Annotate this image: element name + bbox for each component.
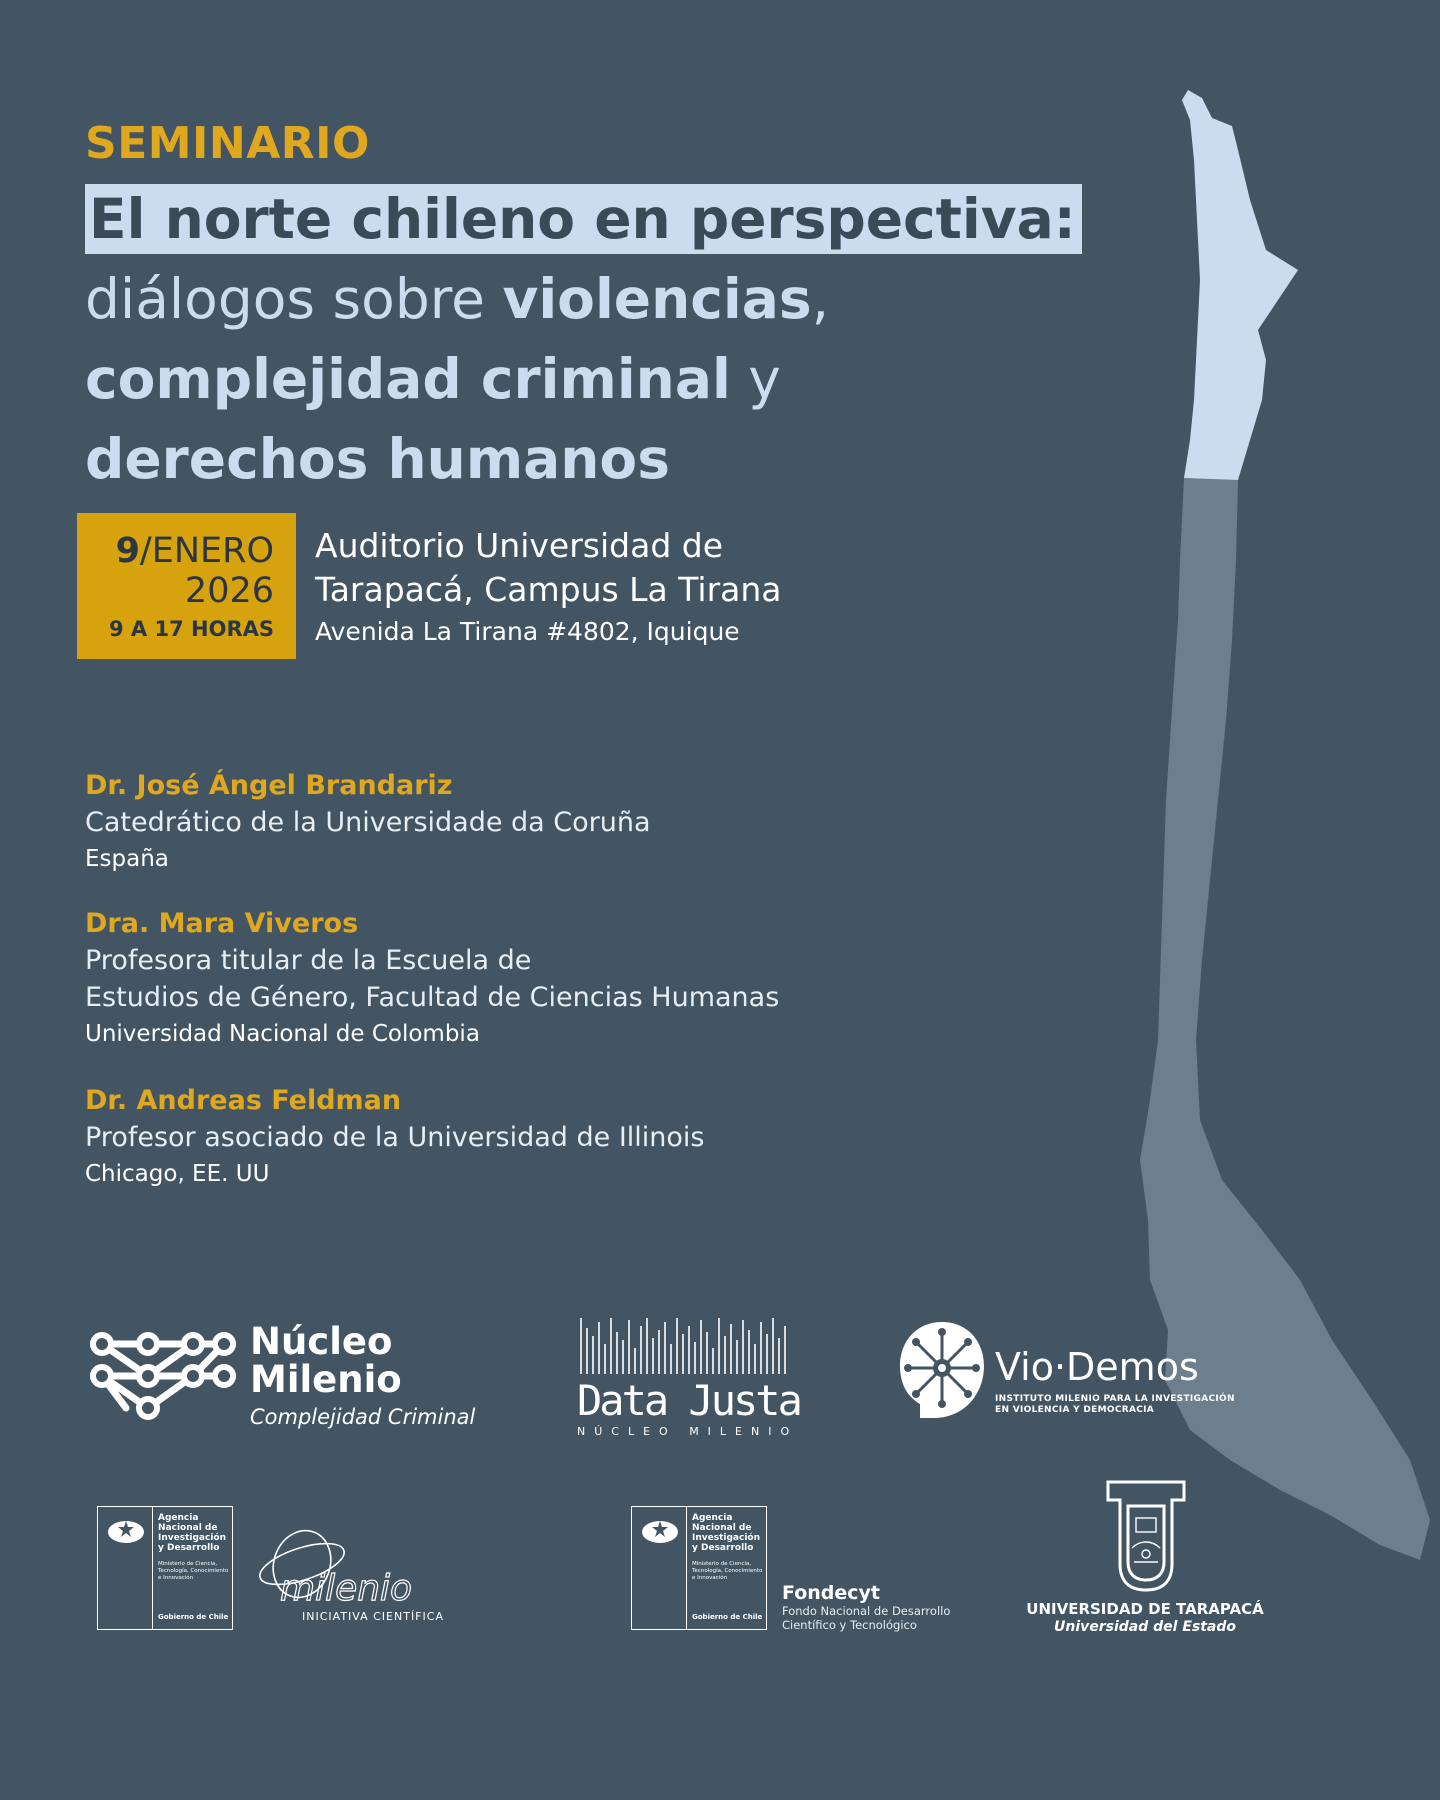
anid-logo-1 [97, 1506, 233, 1630]
nucleo-milenio-line2: Milenio [250, 1358, 402, 1401]
nucleo-milenio-subtitle: Complejidad Criminal [250, 1405, 476, 1429]
sunburst-icon [898, 1318, 986, 1422]
anid-name: Agencia Nacional de Investigación y Desarrollo [692, 1513, 760, 1553]
anid-divider [152, 1507, 153, 1629]
anid-logo-2 [631, 1506, 767, 1630]
speaker-role: Catedrático de la Universidade da Coruña [85, 807, 651, 838]
network-nodes-icon [88, 1324, 238, 1428]
title-highlight: El norte chileno en perspectiva: [85, 184, 1082, 254]
title-line-4-bold: derechos humanos [85, 427, 670, 491]
viodemos-subtitle-line2: EN VIOLENCIA Y DEMOCRACIA [995, 1405, 1155, 1415]
uta-tagline: Universidad del Estado [1053, 1619, 1237, 1635]
title-line-3 [85, 344, 781, 414]
speaker-org: Universidad Nacional de Colombia [85, 1021, 480, 1047]
date-hours: 9 A 17 HORAS [109, 617, 274, 641]
title-line-3-regular: y [730, 347, 781, 411]
chile-coat-of-arms-icon [106, 1515, 146, 1545]
title-line-3-bold: complejidad criminal [85, 347, 731, 411]
title-line-2-regular: diálogos sobre [85, 267, 503, 331]
uta-name: UNIVERSIDAD DE TARAPACÁ [1026, 1600, 1264, 1618]
chile-coat-of-arms-icon [640, 1515, 680, 1545]
anid-government: Gobierno de Chile [692, 1613, 763, 1621]
university-shield-icon [1104, 1478, 1188, 1594]
speaker-name: Dr. José Ángel Brandariz [85, 770, 453, 801]
milenio-wordmark: milenio [280, 1568, 413, 1609]
data-justa-title: Data Justa [577, 1376, 800, 1425]
anid-name: Agencia Nacional de Investigación y Desarrollo [158, 1513, 226, 1553]
viodemos-subtitle [995, 1394, 1235, 1416]
speaker-org: España [85, 846, 169, 872]
venue-address: Avenida La Tirana #4802, Iquique [315, 617, 740, 646]
speaker-role: Profesor asociado de la Universidad de Illinois [85, 1122, 705, 1153]
data-justa-subtitle: NÚCLEO MILENIO [577, 1425, 799, 1438]
fondecyt-title: Fondecyt [782, 1582, 881, 1604]
date-day-month [77, 531, 274, 571]
anid-ministry: Ministerio de Ciencia, Tecnología, Conocimiento e Innovación [158, 1561, 229, 1581]
anid-divider [686, 1507, 687, 1629]
speaker-feldman [85, 1083, 704, 1192]
milenio-subtitle: INICIATIVA CIENTÍFICA [302, 1610, 444, 1623]
fondecyt-subtitle-1: Fondo Nacional de Desarrollo [782, 1604, 951, 1618]
title-line-4 [85, 424, 670, 494]
speaker-name: Dra. Mara Viveros [85, 908, 359, 939]
title-line-2-end: , [811, 267, 830, 331]
viodemos-title: Vio·Demos [995, 1345, 1199, 1389]
venue-line-1: Auditorio Universidad de [315, 526, 724, 565]
speaker-name: Dr. Andreas Feldman [85, 1085, 402, 1116]
date-month: /ENERO [139, 531, 274, 571]
date-box [77, 513, 296, 659]
venue-line-2: Tarapacá, Campus La Tirana [315, 570, 782, 609]
speaker-viveros [85, 906, 779, 1052]
title-line-2-bold: violencias [502, 267, 812, 331]
title-line-2 [85, 264, 829, 334]
speaker-role: Estudios de Género, Facultad de Ciencias Humanas [85, 982, 780, 1013]
nucleo-milenio-line1: Núcleo [250, 1320, 393, 1363]
speaker-role: Profesora titular de la Escuela de [85, 945, 532, 976]
viodemos-subtitle-line1: INSTITUTO MILENIO PARA LA INVESTIGACIÓN [995, 1394, 1235, 1404]
speaker-org: Chicago, EE. UU [85, 1161, 270, 1187]
date-day: 9 [115, 531, 140, 571]
anid-government: Gobierno de Chile [158, 1613, 229, 1621]
event-type-label: SEMINARIO [85, 118, 370, 169]
data-bars-icon [577, 1314, 787, 1378]
anid-ministry: Ministerio de Ciencia, Tecnología, Conocimiento e Innovación [692, 1561, 763, 1581]
map-north-regions [1182, 90, 1298, 480]
speaker-brandariz [85, 768, 651, 877]
fondecyt-subtitle-2: Científico y Tecnológico [782, 1618, 917, 1632]
date-year: 2026 [184, 571, 274, 611]
